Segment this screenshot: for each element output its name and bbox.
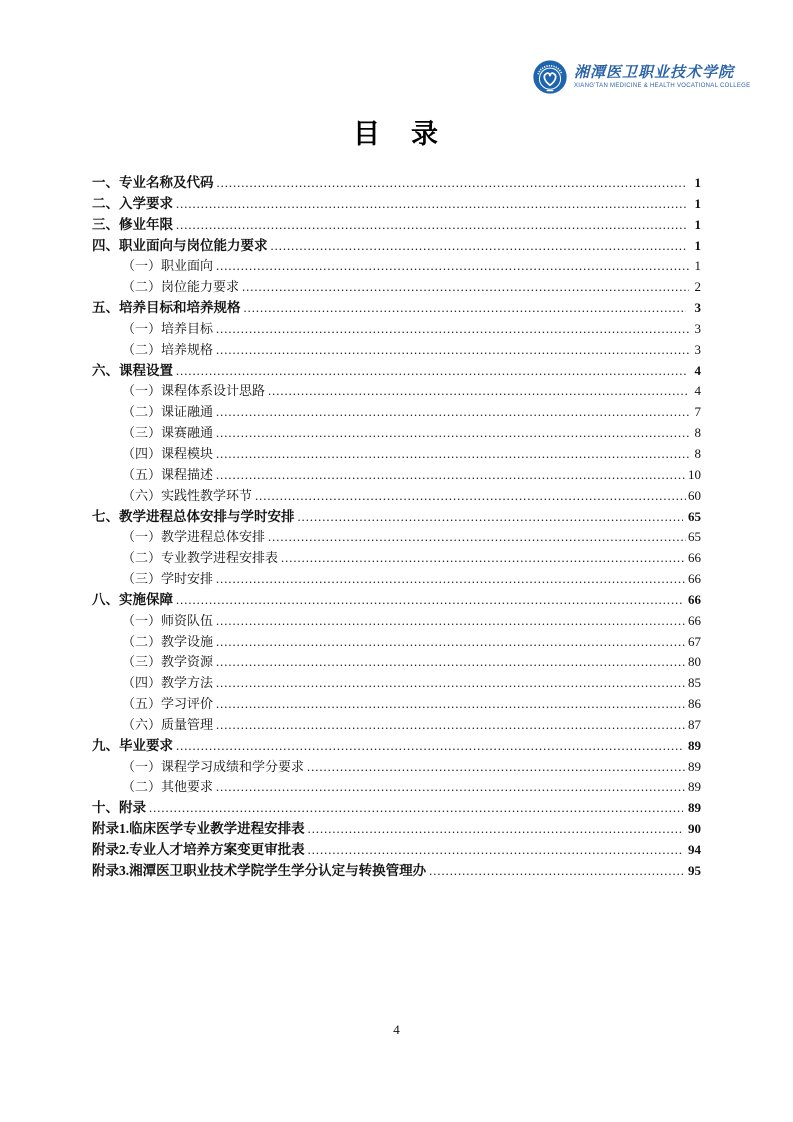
toc-entry-label: （一）师资队伍 [122, 612, 214, 628]
toc-dot-leader [176, 361, 686, 382]
toc-entry-label: （二）教学设施 [122, 633, 214, 649]
toc-entry [92, 381, 701, 402]
toc-dot-leader [281, 548, 686, 569]
toc-entry-page: 85 [688, 675, 701, 691]
toc-dot-leader [216, 632, 686, 653]
toc-entry-label: （一）课程学习成绩和学分要求 [122, 758, 305, 774]
toc-dot-leader [216, 319, 689, 340]
toc-entry [92, 256, 701, 277]
toc-dot-leader [242, 277, 689, 298]
toc-entry-page: 3 [694, 341, 701, 357]
toc-entry [92, 548, 701, 569]
toc-entry [92, 715, 701, 736]
toc-entry-label: （一）培养目标 [122, 320, 214, 336]
toc-entry [92, 423, 701, 444]
toc-entry [92, 590, 701, 611]
toc-entry-page: 66 [688, 591, 701, 607]
toc-dot-leader [268, 381, 689, 402]
toc-entry-label: （四）教学方法 [122, 675, 214, 691]
toc-entry-label: 七、教学进程总体安排与学时安排 [92, 508, 295, 524]
toc-entry-page: 10 [688, 466, 701, 482]
toc-entry [92, 215, 701, 236]
toc-entry [92, 632, 701, 653]
toc-entry-label: （六）实践性教学环节 [122, 487, 253, 503]
toc-entry [92, 861, 701, 882]
toc-entry [92, 402, 701, 423]
toc-dot-leader [216, 256, 689, 277]
toc-entry-label: 三、修业年限 [92, 216, 173, 232]
toc-entry-page: 3 [694, 320, 701, 336]
toc-entry-label: 六、课程设置 [92, 362, 173, 378]
toc-entry-label: （三）教学资源 [122, 654, 214, 670]
toc-dot-leader [271, 236, 687, 257]
toc-entry-page: 8 [694, 445, 701, 461]
toc-entry-page: 8 [694, 425, 701, 441]
toc-entry-page: 4 [694, 362, 701, 378]
toc-entry-label: （三）课赛融通 [122, 425, 214, 441]
toc-dot-leader [217, 173, 687, 194]
toc-entry-label: 四、职业面向与岗位能力要求 [92, 237, 268, 253]
toc-entry-page: 7 [694, 404, 701, 420]
toc-dot-leader [216, 777, 686, 798]
page-title: 目 录 [353, 119, 440, 149]
toc-entry [92, 527, 701, 548]
toc-entry-label: （五）学习评价 [122, 696, 214, 712]
toc-dot-leader [216, 465, 686, 486]
toc-entry-label: （二）专业教学进程安排表 [122, 550, 279, 566]
page-number: 4 [393, 1022, 400, 1037]
toc-entry [92, 798, 701, 819]
toc-entry [92, 236, 701, 257]
college-logo [533, 60, 751, 94]
toc-dot-leader [176, 590, 683, 611]
toc-entry-label: 八、实施保障 [92, 591, 173, 607]
toc-entry [92, 277, 701, 298]
toc-entry [92, 840, 701, 861]
toc-entry-page: 4 [694, 383, 701, 399]
toc-entry-label: （五）课程描述 [122, 466, 214, 482]
toc-entry-page: 86 [688, 696, 701, 712]
toc-dot-leader [216, 715, 686, 736]
toc-entry-label: 二、入学要求 [92, 195, 173, 211]
toc-entry-page: 89 [688, 800, 701, 816]
college-name-english: XIANG'TAN MEDICINE & HEALTH VOCATIONAL COLLEGE [574, 82, 751, 89]
toc-entry-label: 一、专业名称及代码 [92, 175, 214, 190]
toc-dot-leader [216, 673, 686, 694]
toc-entry-label: 附录1.临床医学专业教学进程安排表 [92, 821, 305, 837]
toc-dot-leader [307, 757, 686, 778]
toc-entry-label: 十、附录 [92, 800, 146, 816]
toc-entry-page: 60 [688, 487, 701, 503]
toc-entry-label: （一）课程体系设计思路 [122, 383, 266, 399]
toc-dot-leader [298, 507, 684, 528]
toc-dot-leader [255, 486, 686, 507]
toc-entry [92, 757, 701, 778]
toc-entry [92, 819, 701, 840]
toc-entry-page: 1 [694, 237, 701, 253]
toc-entry-page: 87 [688, 716, 701, 732]
toc-entry [92, 507, 701, 528]
toc-dot-leader [216, 423, 689, 444]
college-name-chinese: 湘潭医卫职业技术学院 [574, 64, 735, 81]
toc-entry [92, 736, 701, 757]
toc-dot-leader [216, 611, 686, 632]
toc-dot-leader [244, 298, 687, 319]
toc-entry-page: 1 [694, 258, 701, 274]
toc-dot-leader [216, 652, 686, 673]
toc-entry [92, 361, 701, 382]
toc-entry [92, 694, 701, 715]
toc-entry-page: 65 [688, 529, 701, 545]
toc-entry-page: 1 [694, 216, 701, 232]
college-name-block [574, 65, 750, 90]
toc-entry-label: （三）学时安排 [122, 571, 214, 587]
toc-entry-page: 89 [688, 779, 701, 795]
toc-dot-leader [216, 340, 689, 361]
toc-entry-label: （四）课程模块 [122, 445, 214, 461]
toc-entry-label: 五、培养目标和培养规格 [92, 300, 241, 316]
toc-entry-page: 1 [694, 175, 701, 190]
toc-entry-page: 94 [688, 842, 701, 857]
toc-dot-leader [216, 569, 686, 590]
toc-entry-page: 66 [688, 550, 701, 566]
toc-entry-page: 2 [694, 279, 701, 295]
toc-entry-page: 90 [688, 821, 701, 837]
toc-dot-leader [429, 861, 683, 882]
toc-dot-leader [176, 194, 686, 215]
table-of-contents [92, 173, 701, 882]
toc-entry [92, 611, 701, 632]
toc-entry [92, 319, 701, 340]
toc-entry-label: （一）职业面向 [122, 258, 214, 274]
toc-entry-label: （六）质量管理 [122, 716, 214, 732]
toc-entry-page: 67 [688, 633, 701, 649]
toc-dot-leader [216, 694, 686, 715]
toc-dot-leader [308, 819, 683, 840]
toc-entry [92, 194, 701, 215]
toc-entry-page: 89 [688, 737, 701, 753]
toc-entry [92, 652, 701, 673]
toc-entry-page: 65 [688, 508, 701, 524]
toc-entry [92, 673, 701, 694]
toc-entry-page: 66 [688, 612, 701, 628]
toc-dot-leader [216, 444, 689, 465]
toc-entry-page: 89 [688, 758, 701, 774]
toc-entry-label: （二）课证融通 [122, 404, 214, 420]
page-footer [0, 1022, 793, 1038]
toc-dot-leader [268, 527, 686, 548]
toc-entry [92, 444, 701, 465]
toc-entry-label: （二）培养规格 [122, 341, 214, 357]
toc-dot-leader [176, 736, 683, 757]
toc-entry [92, 340, 701, 361]
toc-entry-label: （一）教学进程总体安排 [122, 529, 266, 545]
toc-entry [92, 298, 701, 319]
toc-entry [92, 173, 701, 194]
toc-entry [92, 569, 701, 590]
toc-entry-page: 80 [688, 654, 701, 670]
toc-entry [92, 486, 701, 507]
toc-entry [92, 465, 701, 486]
toc-dot-leader [149, 798, 683, 819]
college-emblem-icon [533, 60, 567, 94]
toc-entry-label: 附录3.湘潭医卫职业技术学院学生学分认定与转换管理办 [92, 862, 427, 878]
toc-entry-label: （二）其他要求 [122, 779, 214, 795]
toc-entry-page: 66 [688, 571, 701, 587]
toc-dot-leader [176, 215, 686, 236]
toc-entry-page: 95 [688, 862, 701, 878]
toc-entry-label: 附录2.专业人才培养方案变更审批表 [92, 842, 305, 857]
toc-dot-leader [308, 840, 683, 861]
toc-entry-label: （二）岗位能力要求 [122, 279, 240, 295]
toc-entry-page: 1 [694, 195, 701, 211]
toc-entry [92, 777, 701, 798]
toc-entry-page: 3 [694, 300, 701, 316]
toc-entry-label: 九、毕业要求 [92, 737, 173, 753]
toc-dot-leader [216, 402, 689, 423]
